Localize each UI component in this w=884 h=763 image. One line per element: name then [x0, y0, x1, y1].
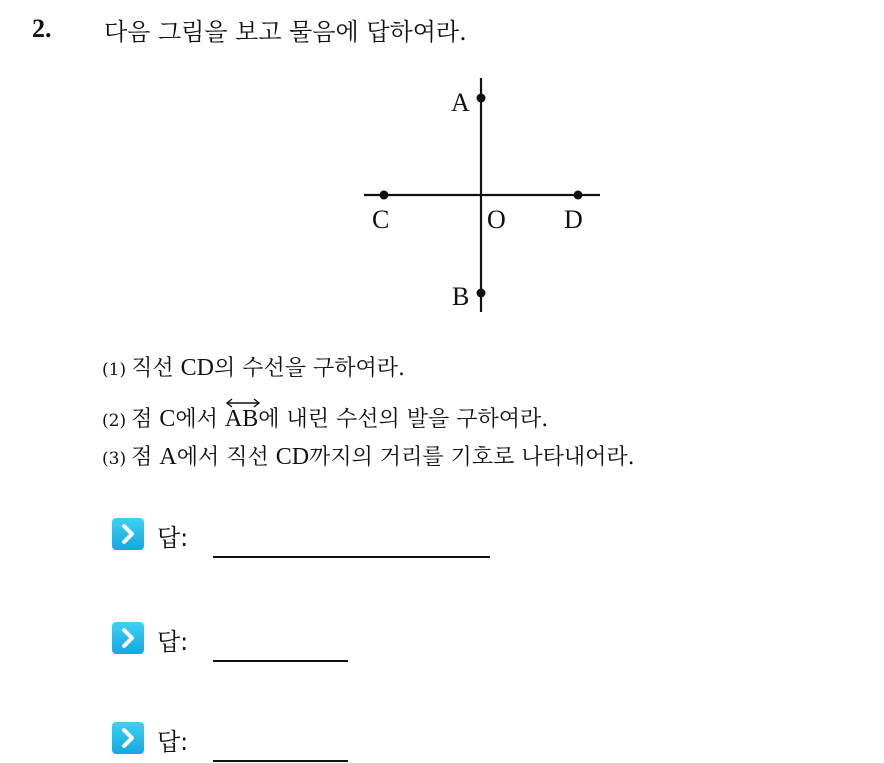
geometry-figure: [0, 0, 884, 330]
point-d: [574, 191, 583, 200]
answer-blank[interactable]: [213, 660, 348, 662]
chevron-right-icon: [112, 518, 144, 550]
label-d: D: [564, 205, 583, 234]
subquestion-number: (2): [102, 411, 127, 431]
answer-label: 답:: [157, 728, 189, 756]
answer-blank[interactable]: [213, 760, 348, 762]
subquestion-1: (1) 직선 CD의 수선을 구하여라.: [102, 355, 405, 381]
line-notation: AB: [225, 406, 258, 433]
subquestion-3: (3) 점 A에서 직선 CD까지의 거리를 기호로 나타내어라.: [102, 444, 635, 470]
label-b: B: [452, 282, 470, 311]
label-c: C: [372, 205, 390, 234]
label-a: A: [451, 88, 470, 117]
question-prompt: 다음 그림을 보고 물음에 답하여라.: [104, 18, 467, 46]
point-b: [477, 289, 486, 298]
label-o: O: [487, 205, 506, 234]
answer-blank[interactable]: [213, 556, 490, 558]
chevron-right-icon: [112, 722, 144, 754]
double-arrow-icon: [225, 398, 261, 408]
subquestion-number: (1): [102, 360, 127, 380]
point-a: [477, 94, 486, 103]
chevron-right-icon: [112, 622, 144, 654]
question-number: 2.: [32, 14, 52, 43]
answer-label: 답:: [157, 524, 189, 552]
answer-label: 답:: [157, 628, 189, 656]
subquestion-2: (2) 점 C에서 AB에 내린 수선의 발을 구하여라.: [102, 402, 548, 433]
subquestion-number: (3): [102, 449, 127, 469]
point-c: [380, 191, 389, 200]
